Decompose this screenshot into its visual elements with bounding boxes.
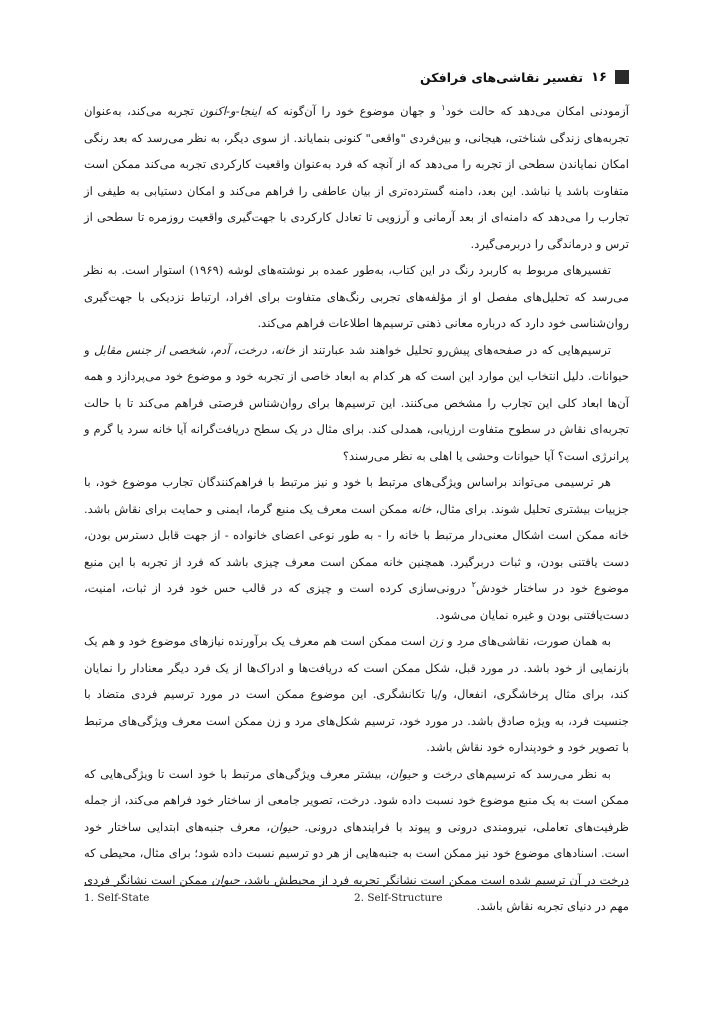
text-run: و bbox=[443, 634, 457, 648]
footnote-2: 2. Self-Structure bbox=[354, 892, 443, 904]
footnote-marker: ۱ bbox=[441, 103, 446, 113]
emphasis-text: خانه bbox=[274, 342, 296, 357]
text-run: تفسیرهای مربوط به کاربرد رنگ در این کتاب، به‌طور عمده بر نوشته‌های لوشه (۱۹۶۹) استوار است. به نظر می‌رسد که تحلیل‌های مفصل او از مؤلفه‌های تجربی رنگ‌های متفاوت برای افراد، ارتباط نزدیکی با جهت‌گیری روان‌شناسی خود دارد که درباره معانی ذهنی ترسیم‌ها اطلاعات فراهم می‌کند. bbox=[84, 263, 629, 330]
text-run: به نظر می‌رسد که ترسیم‌های bbox=[461, 766, 611, 781]
body-text bbox=[84, 98, 629, 920]
paragraph bbox=[84, 628, 629, 761]
book-page bbox=[84, 62, 629, 962]
text-run: ، bbox=[229, 342, 238, 357]
text-run: به همان صورت، نقاشی‌های bbox=[474, 634, 611, 648]
emphasis-text: زن bbox=[429, 634, 444, 648]
text-run: ، bbox=[266, 342, 275, 357]
text-run: و حیوانات. دلیل انتخاب این موارد این است که هر کدام به ابعاد خاصی از تجربه خود و موضوع خود می‌پردازد و همه آن‌ها ابعاد کلی این تجارب را مشخص می‌کنند. این ترسیم‌ها برای روان‌شناس فرصتی فراهم می‌کند تا با حالت تجربه‌ای نقاش در سطوح متفاوت ارزیابی، همدلی کند. برای مثال در یک سطح دریافت‌گرانه آیا خانه سرد یا گرم و پرانرژی است؟ آیا حیوانات وحشی یا اهلی به نظر می‌رسند؟ bbox=[84, 342, 629, 463]
emphasis-text: مرد bbox=[456, 634, 475, 648]
text-run: تجربه می‌کند، به‌عنوان تجربه‌های زندگی شناختی، هیجانی، و بین‌فردی "واقعی" کنونی بنمایاند. از سوی دیگر، به نظر می‌رسد که بعد رنگی امکان نمایاندن سطحی از تجربه را می‌دهد که از آنچه که فرد به‌عنوان واقعیت کارکردی تجربه می‌کند ممکن است متفاوت باشد یا نباشد. این بعد، دامنه گسترده‌تری از بیان عاطفی را فراهم می‌کند و امکان دستیابی به طیفی از تجارب را می‌دهد که دامنه‌ای از بعد آرمانی و آرزویی تا تعادل کارکردی با جهت‌گیری واقعیت روزمره تا سطحی از ترس و درماندگی را دربرمی‌گیرد. bbox=[84, 104, 629, 251]
paragraph bbox=[84, 337, 629, 470]
text-run: و bbox=[418, 766, 433, 781]
emphasis-text: درخت bbox=[237, 342, 267, 357]
text-run: ترسیم‌هایی که در صفحه‌های پیش‌رو تحلیل خواهند شد عبارتند از bbox=[295, 342, 611, 357]
text-run: ، معرف جنبه‌های ابتدایی ساختار خود است. اسنادهای موضوع خود نیز ممکن است به جنبه‌هایی از هر دو ترسیم نسبت داده شود؛ برای مثال، محیطی که درخت در آن ترسیم شده است ممکن است نشانگر تجربه فرد از محیطش باشد، bbox=[84, 819, 629, 887]
emphasis-text: حیوان bbox=[389, 766, 419, 781]
page-number: ۱۶ bbox=[591, 69, 607, 85]
footnote-divider bbox=[84, 885, 629, 886]
text-run: آزمودنی امکان می‌دهد که حالت خود bbox=[445, 104, 629, 118]
text-run: ، bbox=[205, 342, 214, 357]
emphasis-text: درخت bbox=[432, 766, 462, 781]
footnote-marker: ۲ bbox=[471, 580, 476, 590]
text-run: هر ترسیمی می‌تواند براساس ویژگی‌های مرتبط با خود و نیز مرتبط با فراهم‌کنندگان تجارب موضوع خود، با جزییات بیشتری تحلیل شوند. برای مثال، bbox=[84, 475, 629, 516]
emphasis-text: خانه bbox=[411, 501, 432, 516]
text-run: و جهان موضوع خود را آن‌گونه که bbox=[260, 104, 442, 118]
text-run: است ممکن است هم معرف یک برآورنده نیازهای موضوع خود و هم یک بازنمایی از خود باشد. در مورد قبل، شکل ممکن است که دریافت‌ها و ادراک‌ها از یک فرد دیگر معنادار را نمایان کند، برای مثال پرخاشگری، انفعال، و/یا تکانشگری. این موضوع ممکن است در مورد ترسیم فردی متضاد با جنسیت فرد، به ویژه صادق باشد. در مورد خود، ترسیم شکل‌های مرد و زن ممکن است معرف ویژگی‌های مرتبط با تصویر خود و خودپنداره خود نقاش باشد. bbox=[84, 634, 629, 754]
paragraph bbox=[84, 257, 629, 337]
text-run: ، بیشتر معرف ویژگی‌های مرتبط با خود است تا ویژگی‌هایی که ممکن است به یک منبع موضوع خود نسبت داده شود. درخت، تصویر جامعی از ساختار خود فراهم می‌کند، از جمله ظرفیت‌های تعاملی، نیرومندی درونی و پیوند با فرایندهای درونی. bbox=[84, 766, 629, 834]
emphasis-text: شخصی از جنس مقابل bbox=[93, 342, 206, 357]
paragraph bbox=[84, 98, 629, 257]
footnote-1: 1. Self-State bbox=[84, 892, 150, 904]
text-run: ممکن است نشانگر فردی مهم در دنیای تجربه نقاش باشد. bbox=[84, 872, 629, 913]
text-run: درونی‌سازی کرده است و چیزی که در قالب حس خود فرد از ثبات، امنیت، دست‌یافتنی بودن و غیره نمایان می‌شود. bbox=[84, 581, 629, 622]
emphasis-text: اینجا-و-اکنون bbox=[199, 104, 261, 118]
emphasis-text: حیوان bbox=[211, 872, 240, 887]
header-bar-icon bbox=[615, 70, 629, 84]
emphasis-text: آدم bbox=[213, 342, 230, 357]
emphasis-text: حیوان bbox=[270, 819, 299, 834]
running-title: تفسیر نقاشی‌های فرافکن bbox=[420, 69, 584, 85]
running-head bbox=[84, 62, 629, 92]
text-run: ممکن است معرف یک منبع گرما، ایمنی و حمایت برای نقاش باشد. خانه ممکن است اشکال معنی‌دار مرتبط با خانه را - به طور نوعی اعضای خانواده - از جهت قابل دسترس بودن، دست یافتنی بودن، و ثبات دربرگیرد. همچنین خانه ممکن است معرف چیزی باشد که فرد از تجربه با این منبع موضوع خود در ساختار خودش bbox=[84, 501, 629, 595]
paragraph bbox=[84, 469, 629, 628]
